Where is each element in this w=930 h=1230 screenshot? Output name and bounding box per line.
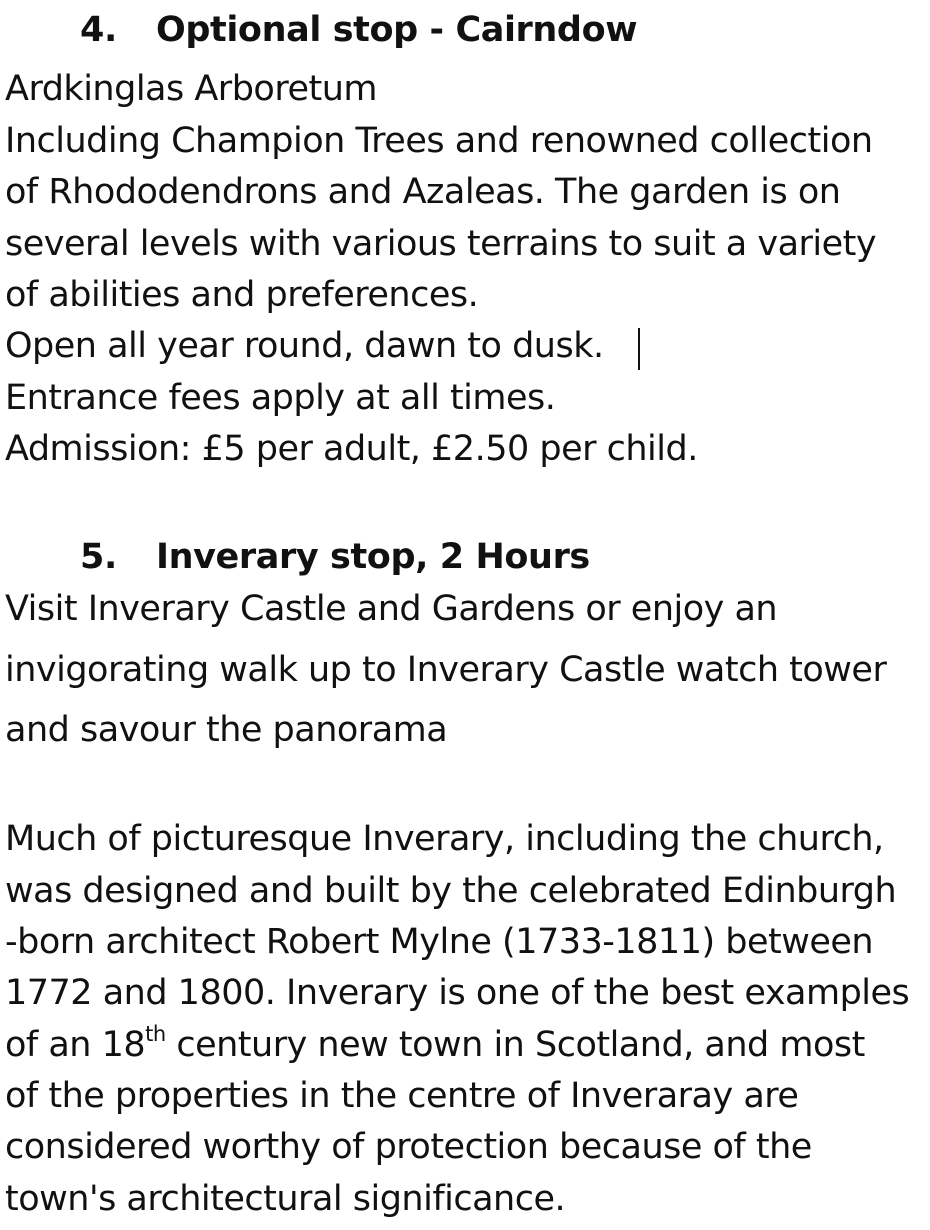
- section-5-intro-line: invigorating walk up to Inverary Castle watch tower: [5, 650, 887, 690]
- section-5-body-line: 1772 and 1800. Inverary is one of the best examples: [5, 973, 910, 1013]
- century-line-start: of an 18: [5, 1025, 146, 1065]
- section-5-intro-line: and savour the panorama: [5, 710, 448, 750]
- century-line-end: century new town in Scotland, and most: [165, 1025, 865, 1065]
- section-4-title: Optional stop - Cairndow: [156, 10, 638, 50]
- section-4-line: of abilities and preferences.: [5, 275, 479, 315]
- section-5-body-line: town's architectural significance.: [5, 1179, 566, 1219]
- section-4-line: of Rhododendrons and Azaleas. The garden is on: [5, 172, 841, 212]
- section-5-body-line: of the properties in the centre of Inveraray are: [5, 1076, 799, 1116]
- section-5-body-line: considered worthy of protection because of the: [5, 1127, 812, 1167]
- section-4-number: 4.: [80, 10, 117, 50]
- section-4-line: Ardkinglas Arboretum: [5, 69, 377, 109]
- section-5-title: Inverary stop, 2 Hours: [156, 537, 590, 577]
- section-5-number: 5.: [80, 537, 117, 577]
- section-4-line: Entrance fees apply at all times.: [5, 378, 556, 418]
- section-5-body-line: Much of picturesque Inverary, including the church,: [5, 819, 884, 859]
- section-5-century-line: [5, 1022, 865, 1065]
- section-4-line: Open all year round, dawn to dusk.: [5, 326, 604, 366]
- section-4-line: several levels with various terrains to suit a variety: [5, 224, 877, 264]
- text-cursor: [638, 328, 640, 370]
- section-5-body-line: -born architect Robert Mylne (1733-1811) between: [5, 922, 874, 962]
- ordinal-suffix: th: [145, 1022, 166, 1047]
- section-5-intro-line: Visit Inverary Castle and Gardens or enjoy an: [5, 589, 778, 629]
- section-4-line: Including Champion Trees and renowned collection: [5, 121, 873, 161]
- section-5-body-line: was designed and built by the celebrated Edinburgh: [5, 871, 897, 911]
- section-4-line: Admission: £5 per adult, £2.50 per child.: [5, 429, 698, 469]
